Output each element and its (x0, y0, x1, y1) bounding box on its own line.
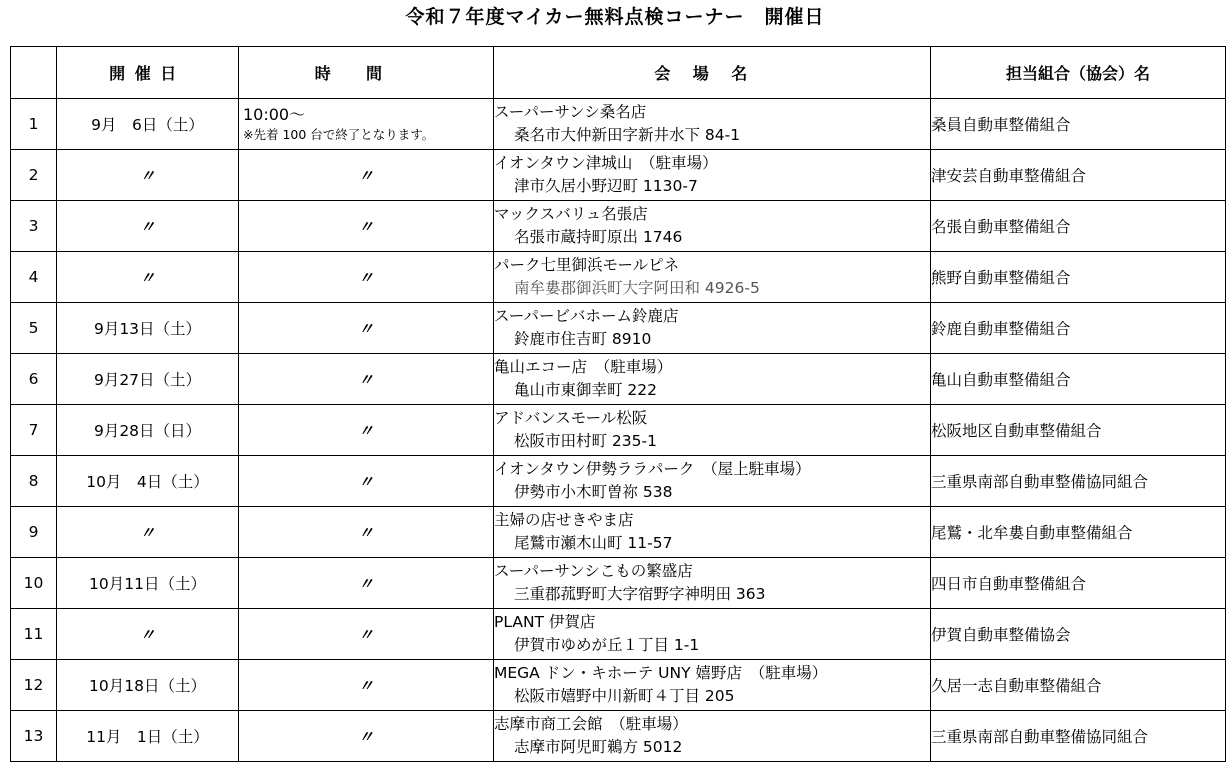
table-row (11, 558, 1226, 609)
table-row (11, 507, 1226, 558)
venue-address: 亀山市東御幸町 222 (514, 381, 658, 399)
venue-cell (494, 711, 931, 762)
time-start: 10:00～ (243, 105, 306, 124)
time-ditto: 〃 (358, 166, 374, 185)
row-number: 8 (11, 456, 57, 507)
row-number: 2 (11, 150, 57, 201)
venue-address: 志摩市阿児町鵜方 5012 (514, 738, 683, 756)
venue-cell (494, 660, 931, 711)
event-date: 10月 4日（土） (57, 456, 239, 507)
venue-cell (494, 405, 931, 456)
event-date: 9月13日（土） (57, 303, 239, 354)
time-ditto: 〃 (358, 523, 374, 542)
venue-cell (494, 252, 931, 303)
venue-address: 津市久居小野辺町 1130-7 (514, 177, 698, 195)
header-date: 開催日 (57, 47, 239, 99)
event-date: 9月28日（日） (57, 405, 239, 456)
venue-name: スーパーサンシこもの繁盛店 (494, 562, 693, 580)
table-row (11, 201, 1226, 252)
venue-name: スーパーサンシ桑名店 (494, 103, 647, 121)
venue-cell (494, 456, 931, 507)
table-row (11, 405, 1226, 456)
event-date: 9月 6日（土） (57, 99, 239, 150)
header-assoc: 担当組合（協会）名 (931, 47, 1226, 99)
event-time (239, 201, 494, 252)
venue-name: イオンタウン伊勢ララパーク （屋上駐車場） (494, 460, 811, 478)
table-row (11, 456, 1226, 507)
table-row (11, 99, 1226, 150)
time-ditto: 〃 (358, 727, 374, 746)
page-title: 令和７年度マイカー無料点検コーナー 開催日 (405, 6, 825, 28)
venue-name: MEGA ドン・キホーテ UNY 嬉野店 （駐車場） (494, 664, 828, 682)
time-ditto: 〃 (358, 676, 374, 695)
row-number: 7 (11, 405, 57, 456)
association-name: 鈴鹿自動車整備組合 (931, 303, 1226, 354)
time-ditto: 〃 (358, 574, 374, 593)
event-date: 〃 (57, 252, 239, 303)
row-number: 10 (11, 558, 57, 609)
venue-address: 尾鷲市瀬木山町 11-57 (514, 534, 673, 552)
event-time (239, 711, 494, 762)
row-number: 4 (11, 252, 57, 303)
time-note: ※先着 100 台で終了となります。 (243, 127, 435, 142)
venue-cell (494, 303, 931, 354)
event-time (239, 99, 494, 150)
venue-name: パーク七里御浜モールピネ (494, 256, 680, 274)
schedule-table (10, 46, 1226, 762)
association-name: 松阪地区自動車整備組合 (931, 405, 1226, 456)
association-name: 名張自動車整備組合 (931, 201, 1226, 252)
venue-name: 亀山エコー店 （駐車場） (494, 358, 673, 376)
event-date: 〃 (57, 150, 239, 201)
row-number: 5 (11, 303, 57, 354)
header-venue: 会場名 (494, 47, 931, 99)
venue-address: 伊賀市ゆめが丘１丁目 1-1 (514, 636, 700, 654)
row-number: 13 (11, 711, 57, 762)
time-ditto: 〃 (358, 625, 374, 644)
association-name: 伊賀自動車整備協会 (931, 609, 1226, 660)
venue-address: 南牟婁郡御浜町大字阿田和 4926-5 (514, 279, 760, 297)
venue-name: スーパービバホーム鈴鹿店 (494, 307, 679, 325)
event-date: 10月11日（土） (57, 558, 239, 609)
table-row (11, 711, 1226, 762)
association-name: 桑員自動車整備組合 (931, 99, 1226, 150)
venue-name: アドバンスモール松阪 (494, 409, 648, 427)
venue-address: 伊勢市小木町曽祢 538 (514, 483, 673, 501)
venue-cell (494, 507, 931, 558)
association-name: 亀山自動車整備組合 (931, 354, 1226, 405)
association-name: 久居一志自動車整備組合 (931, 660, 1226, 711)
event-date: 〃 (57, 201, 239, 252)
venue-name: 志摩市商工会館 （駐車場） (494, 715, 688, 733)
table-row (11, 303, 1226, 354)
time-ditto: 〃 (358, 421, 374, 440)
venue-name: 主婦の店せきやま店 (494, 511, 634, 529)
time-ditto: 〃 (358, 217, 374, 236)
association-name: 熊野自動車整備組合 (931, 252, 1226, 303)
venue-name: マックスバリュ名張店 (494, 205, 648, 223)
event-date: 11月 1日（土） (57, 711, 239, 762)
association-name: 三重県南部自動車整備協同組合 (931, 456, 1226, 507)
event-time (239, 354, 494, 405)
venue-cell (494, 201, 931, 252)
header-num (11, 47, 57, 99)
event-time (239, 660, 494, 711)
event-time (239, 303, 494, 354)
row-number: 12 (11, 660, 57, 711)
venue-cell (494, 354, 931, 405)
event-time (239, 609, 494, 660)
venue-address: 桑名市大仲新田字新井水下 84-1 (514, 126, 741, 144)
table-row (11, 609, 1226, 660)
event-date: 〃 (57, 507, 239, 558)
venue-address: 三重郡菰野町大字宿野字神明田 363 (514, 585, 766, 603)
row-number: 11 (11, 609, 57, 660)
event-time (239, 456, 494, 507)
event-time (239, 252, 494, 303)
venue-cell (494, 558, 931, 609)
venue-cell (494, 609, 931, 660)
event-date: 〃 (57, 609, 239, 660)
row-number: 6 (11, 354, 57, 405)
event-time (239, 558, 494, 609)
row-number: 3 (11, 201, 57, 252)
venue-name: PLANT 伊賀店 (494, 613, 596, 631)
association-name: 三重県南部自動車整備協同組合 (931, 711, 1226, 762)
row-number: 9 (11, 507, 57, 558)
time-ditto: 〃 (358, 268, 374, 287)
time-ditto: 〃 (358, 319, 374, 338)
table-row (11, 354, 1226, 405)
time-ditto: 〃 (358, 370, 374, 389)
header-row (11, 47, 1226, 99)
association-name: 津安芸自動車整備組合 (931, 150, 1226, 201)
event-time (239, 507, 494, 558)
association-name: 尾鷲・北牟婁自動車整備組合 (931, 507, 1226, 558)
venue-cell (494, 99, 931, 150)
venue-address: 鈴鹿市住吉町 8910 (514, 330, 652, 348)
venue-address: 名張市蔵持町原出 1746 (514, 228, 683, 246)
row-number: 1 (11, 99, 57, 150)
association-name: 四日市自動車整備組合 (931, 558, 1226, 609)
event-date: 10月18日（土） (57, 660, 239, 711)
header-time: 時間 (239, 47, 494, 99)
table-row (11, 660, 1226, 711)
table-row (11, 252, 1226, 303)
venue-address: 松阪市嬉野中川新町４丁目 205 (514, 687, 735, 705)
venue-cell (494, 150, 931, 201)
event-date: 9月27日（土） (57, 354, 239, 405)
table-row (11, 150, 1226, 201)
venue-name: イオンタウン津城山 （駐車場） (494, 154, 718, 172)
venue-address: 松阪市田村町 235-1 (514, 432, 657, 450)
time-ditto: 〃 (358, 472, 374, 491)
event-time (239, 150, 494, 201)
event-time (239, 405, 494, 456)
